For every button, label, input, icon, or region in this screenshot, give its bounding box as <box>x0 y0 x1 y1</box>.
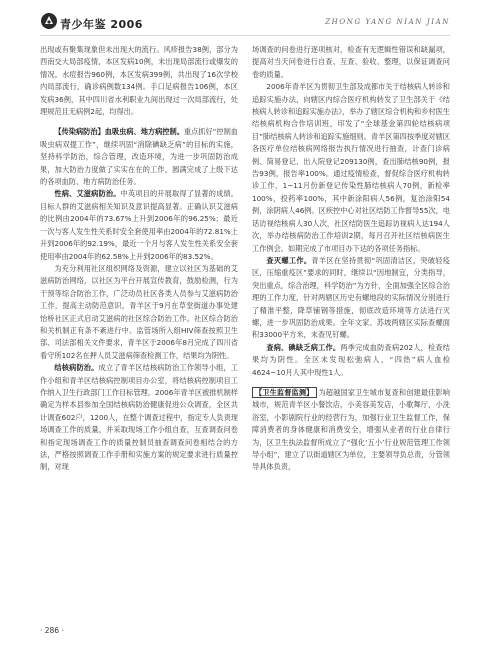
paragraph-disease-control <box>40 126 238 188</box>
paragraph-iodine <box>252 342 450 379</box>
page-header <box>40 10 450 36</box>
page-number: · 286 · <box>40 626 64 635</box>
paragraph: 为充分利用社区组织网络及资源，建立以社区为基础的艾滋病防治网络，以社区为平台开展宣传教育，鼓励检测，行为干预等综合防治工作，广泛动员社区各类人员参与艾滋病防治工作，提高主动防范意识，青羊区于9月在草堂街道办事处建怡桥社区正式启动艾滋病的社区综合防治工作。社区综合防治和关机制正有条不紊进行中。监管场所入组HIV筛查按照卫生部、司法部相关文件要求，青羊区于2006年8月完成了四川省看守所102名在押人员艾滋病筛查检测工作，结果均为阴性。 <box>40 263 238 360</box>
paragraph-text: 成立了青羊区结核病防治工作领导小组，工作小组和青羊区结核病控制项目办公室，将结核病控制项目工作纳入卫生行政部门工作目标管理。2006年青羊区被推机制样确定为样本县参加全国结核病防治健康促进公众调查，全区共计调查602户，1200人，在整个调查过程中，指定专人负责现场调查工作的质量，并采取现场工作小组自查，互查调查问卷和指定现场调查工作的质量控制员抽查调查问卷相结合的方法，严格按照调查工作手册和实施方案的规定要求进行质量控制，对现 <box>40 363 238 472</box>
paragraph: 场调查的问卷进行逐项核对，检查有无逻辑性错误和缺漏项，提高对当天问卷进行自查、互查、验收、整理，以保证调查问卷的质量。 <box>252 45 450 79</box>
yearbook-logo-icon <box>40 12 58 30</box>
right-column <box>252 44 450 474</box>
subheading: 血吸虫病、地方病控制。 <box>104 127 184 137</box>
paragraph: 出现或有聚集现象但未出现大的流行。风疹报告38例，部分为西南交大局部疫情，本区发病10例，未出现局部流行或爆发的情况。水痘报告960例，本区发病399例，共出现了16次学校内局部流行，确诊病例数134例。手口足病报告106例，本区发病36例，其中四川省水利职业九间出现过一次局部流行，处理规范且无病例2起，均得出。 <box>40 45 238 117</box>
paragraph-tuberculosis <box>40 362 238 474</box>
subheading: 结核病防治。 <box>54 363 99 373</box>
subheading: 性病、艾滋病防治。 <box>54 189 121 199</box>
paragraph-snail <box>252 255 450 342</box>
running-title: 青少年鉴 2006 <box>60 18 143 31</box>
paragraph-std-aids <box>40 188 238 262</box>
boxed-section-heading: 【卫生监督监测】 <box>252 387 317 398</box>
running-title-latin: ZHONG YANG NIAN JIAN <box>325 18 450 26</box>
paragraph-health-supervision <box>252 387 450 474</box>
paragraph-text: 青羊区在坚持贯彻“巩固清洁区，突破轻疫区，压缩重疫区”要求的同时，继续以“因地制宜，分类指导，突出重点，综合治理，科学防治”为方针，全面加强全区综合治理的工作力度，针对两辖区历史有螺地段的实际情况分别进行了精准平整，降草铺钢等措施，彻底改造环境等方法进行灭螺，进一步巩固防治成果。全年文家、苏坡两辖区实际查螺面积33000平方米，未查见钉螺。 <box>252 255 450 340</box>
paragraph: 2006年青羊区为贯彻卫生部及成都市关于结核病人转诊和追踪实施办法，向辖区内综合医疗机构转发了卫生部关于《结核病人转诊和追踪实施办法》，举办了辖区综合机构和乡村医生结核病机构合作培训班，印发了“全球基金第四轮结核病项目”肺结核病人转诊和追踪实施细则。青羊区第四按季度对辖区各医疗单位结核病网络报告执行情况进行抽查，计查门诊病例、简易登记、出入院登记209130例，查出肺结核90例，报告93例，报告率100%。通过疫情检查，督促综合医疗机构转诊工作，1~11月份新登记传染性肺结核病人70例，新检率100%，投药率100%，其中新涂阳病人56例，复治涂阳54例，涂阴病人46例。区疾控中心对社区结防工作督导55次，电话访视结核病人30人次，社区结防医生追踪访视病人达194人次，举办结核病防治工作培训2期，每月召开社区结核病医生工作例会。如期完成了市项目办下达的各项任务指标。 <box>252 82 450 253</box>
section-heading: 【传染病防治】 <box>54 127 105 137</box>
subheading: 查灭螺工作。 <box>266 255 312 265</box>
header-divider <box>40 35 450 36</box>
paragraph-text: 为超越国家卫生城市复查和创建最佳影响城市，规范青羊区小餐饮店，小美容美发店，小歌舞厅，小洗浴室，小影剧院行业的经营行为，加强行业卫生监督工作，保障消费者的身体健康和消费安全，增强从业者的行业自律行为，区卫生执法监督所成立了“强化‘五小’行业规范管理工作领导小组”，建立了以街道辖区为单位，主要领导负总责，分管领导具体负责， <box>252 387 450 472</box>
paragraph-text: 重点抓好“控制血吸虫病双提工作”，继续巩固“消除碘缺乏病”的目标的实施，坚持科学防治，综合管理，改造环境，为进一步巩固防治成果，加大防治力度做了实实在在的工作，圆满完成了上级下达的各项血防、地方病防治任务。 <box>40 127 238 187</box>
left-column <box>40 44 238 474</box>
paragraph-text: 中英项目的开展取得了显著的成绩。目标人群的艾滋病相关知识及意识提高显著。正确认识艾滋病的比例由2004年的73.67%上升到2006年的96.25%；最近一次与客人发生性关系时安全套使用率由2004年的72.81%上升到2006年的92.19%，最近一个月与客人发生性关系安全套使用率由2004年的62.58%上升到2006年的83.52%。 <box>40 189 238 261</box>
subheading: 查病、碘缺乏病工作。 <box>266 342 341 352</box>
paragraph-text: 两季完成血防查病202人，检查结果均为阴性。全区未发现松弛病人，“四热”病人血检4624~10月人其中现性1人。 <box>252 342 450 377</box>
